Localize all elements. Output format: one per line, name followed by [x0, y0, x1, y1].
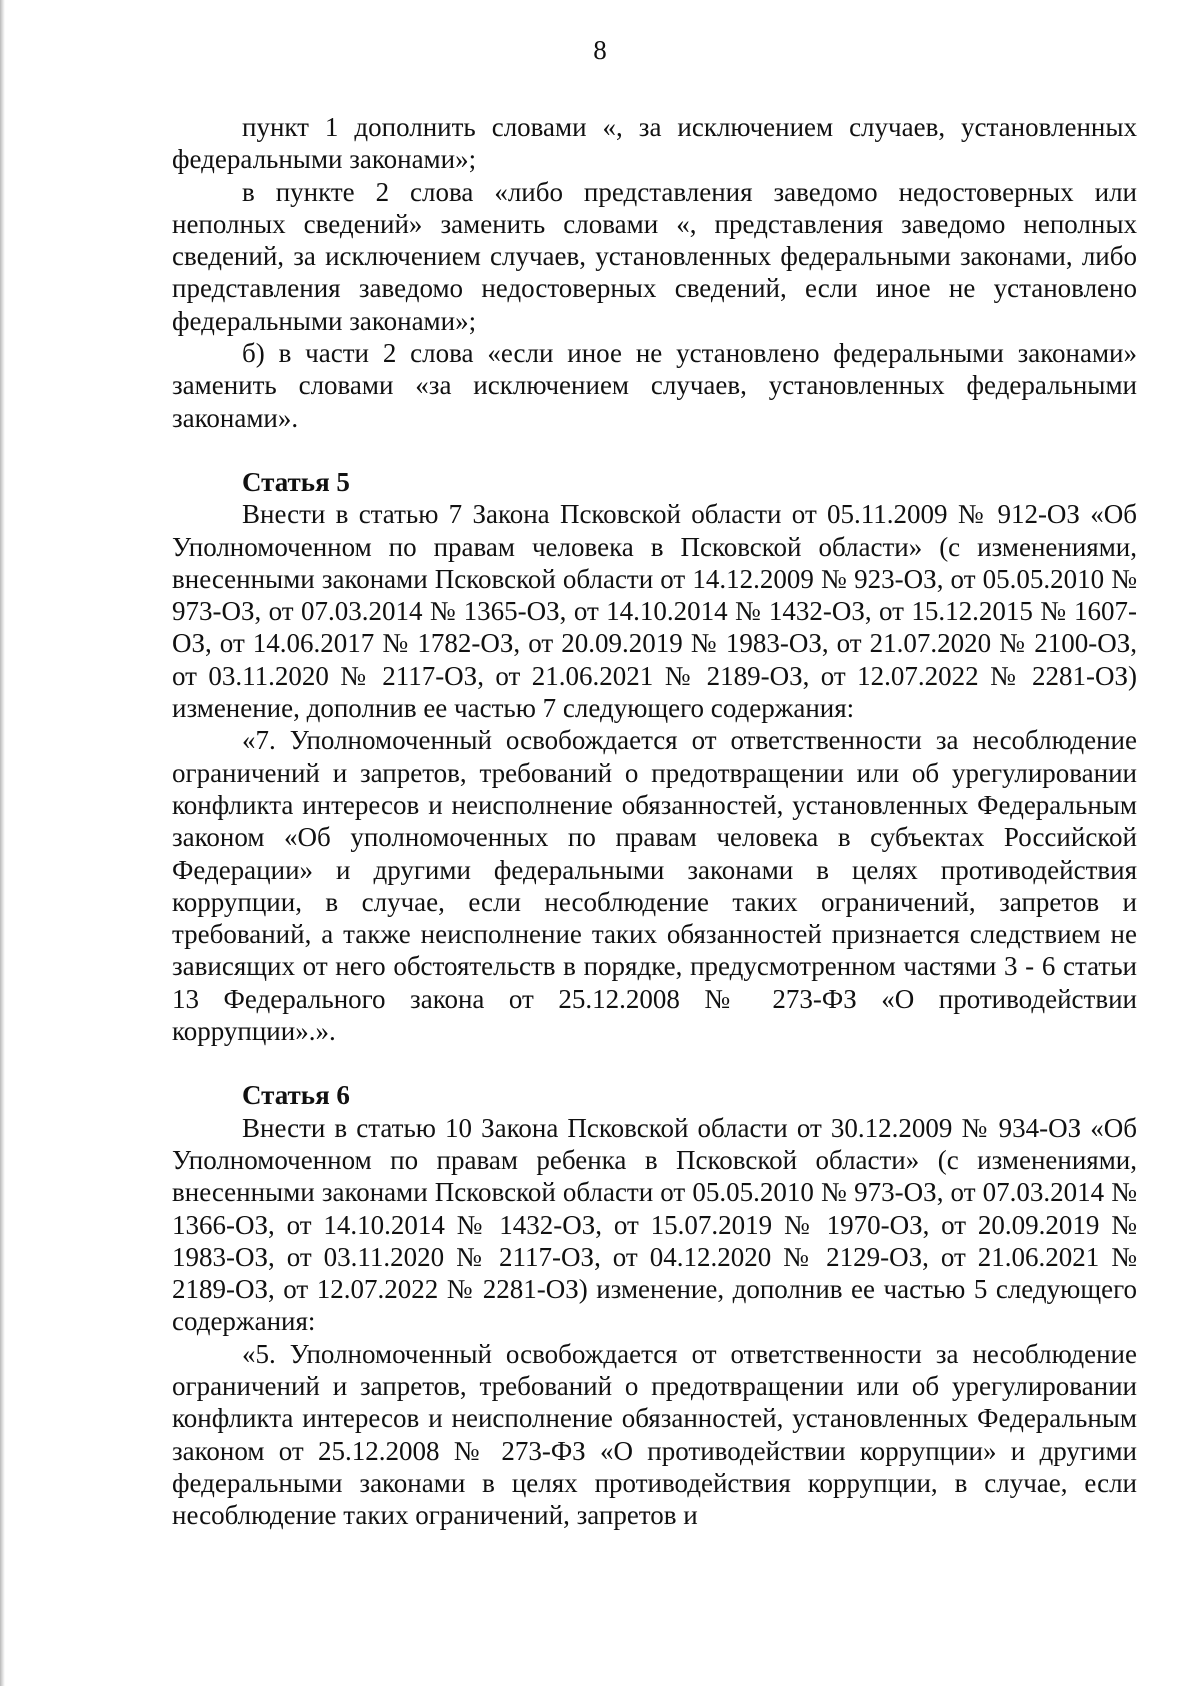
article-5-heading: Статья 5 — [242, 466, 350, 497]
article-5-paragraph-1: Внести в статью 7 Закона Псковской области от 05.11.2009 № 912-ОЗ «Об Уполномоченном по правам человека в Псковской области» (с изменениями, внесенными законами Псковской области от 14.12.2009 № 923-ОЗ, от 05.05.2010 № 973-ОЗ, от 07.03.2014 № 1365-ОЗ, от 14.10.2014 № 1432-ОЗ, от 15.12.2015 № 1607-ОЗ, от 14.06.2017 № 1782-ОЗ, от 20.09.2019 № 1983-ОЗ, от 21.07.2020 № 2100-ОЗ, от 03.11.2020 № 2117-ОЗ, от 21.06.2021 № 2189-ОЗ, от 12.07.2022 № 2281-ОЗ) изменение, дополнив ее частью 7 следующего содержания: — [172, 499, 1137, 724]
page-number: 8 — [593, 35, 607, 65]
article-6-paragraph-2: «5. Уполномоченный освобождается от ответственности за несоблюдение ограничений и запретов, требований о предотвращении или об урегулировании конфликта интересов и неисполнение обязанностей, установленных Федеральным законом от 25.12.2008 № 273-ФЗ «О противодействии коррупции» и другими федеральными законами в целях противодействия коррупции, в случае, если несоблюдение таких ограничений, запретов и — [172, 1338, 1137, 1531]
scan-edge-shadow — [0, 0, 5, 1686]
article-6-paragraph-1: Внести в статью 10 Закона Псковской области от 30.12.2009 № 934-ОЗ «Об Уполномоченном по правам ребенка в Псковской области» (с изменениями, внесенными законами Псковской области от 05.05.2010 № 973-ОЗ, от 07.03.2014 № 1366-ОЗ, от 14.10.2014 № 1432-ОЗ, от 15.07.2019 № 1970-ОЗ, от 20.09.2019 № 1983-ОЗ, от 03.11.2020 № 2117-ОЗ, от 04.12.2020 № 2129-ОЗ, от 21.06.2021 № 2189-ОЗ, от 12.07.2022 № 2281-ОЗ) изменение, дополнив ее частью 5 следующего содержания: — [172, 1112, 1137, 1337]
paragraph-item-2: в пункте 2 слова «либо представления заведомо недостоверных или неполных сведений» заменить словами «, представления заведомо неполных сведений, за исключением случаев, установленных федеральными законами, либо представления заведомо недостоверных сведений, если иное не установлено федеральными законами»; — [172, 176, 1137, 336]
article-5-paragraph-2: «7. Уполномоченный освобождается от ответственности за несоблюдение ограничений и запретов, требований о предотвращении или об урегулировании конфликта интересов и неисполнение обязанностей, установленных Федеральным законом «Об уполномоченных по правам человека в субъектах Российской Федерации» и другими федеральными законами в целях противодействия коррупции, в случае, если несоблюдение таких ограничений, запретов и требований, а также неисполнение таких обязанностей признается следствием не зависящих от него обстоятельств в порядке, предусмотренном частями 3 - 6 статьи 13 Федерального закона от 25.12.2008 № 273-ФЗ «О противодействии коррупции».». — [172, 725, 1137, 1047]
document-body — [172, 111, 1137, 1531]
article-6-heading: Статья 6 — [242, 1080, 350, 1111]
paragraph-item-1: пункт 1 дополнить словами «, за исключением случаев, установленных федеральными законами»; — [172, 112, 1137, 175]
section-gap — [172, 1047, 1137, 1079]
paragraph-part-b: б) в части 2 слова «если иное не установлено федеральными законами» заменить словами «за исключением случаев, установленных федеральными законами». — [172, 338, 1137, 433]
section-gap — [172, 434, 1137, 466]
